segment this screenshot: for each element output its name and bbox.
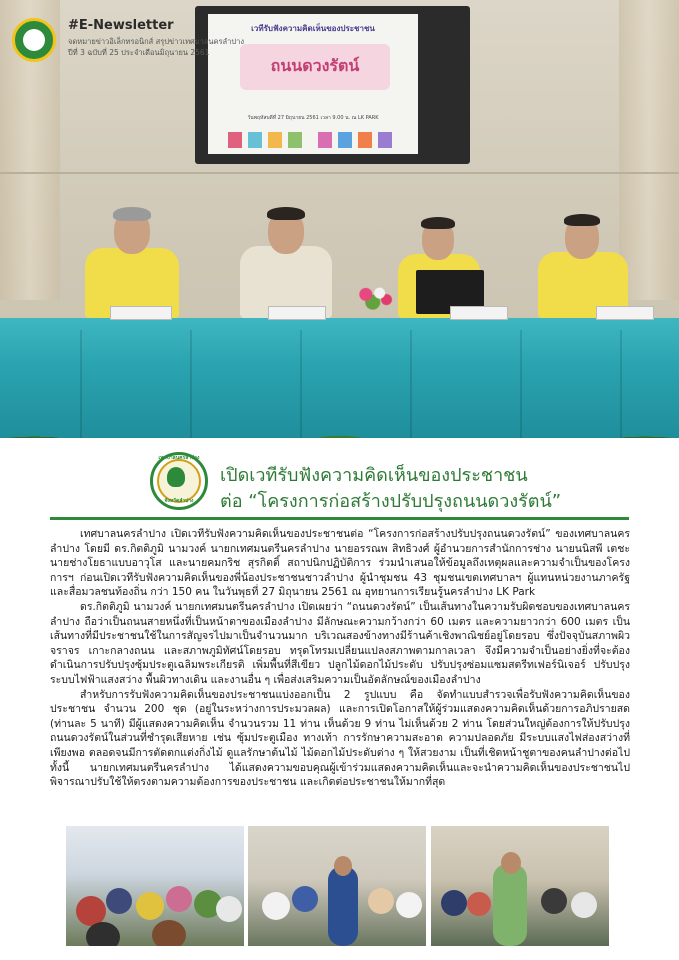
wall-line <box>0 172 679 174</box>
rooster-icon <box>23 29 45 51</box>
photo-audience <box>66 826 244 946</box>
seal-top-text: เทศบาลนครลำปาง <box>158 455 200 461</box>
article-paragraph: สำหรับการรับฟังความคิดเห็นของประชาชนแบ่งออกเป็น 2 รูปแบบ คือ จัดทำแบบสำรวจเพื่อรับฟังความคิดเห็นของประชาชน จำนวน 200 ชุด (อยู่ในระหว่างการประมวลผล) และการเปิดโอกาสให้ผู้ร่วมแสดงความคิดเห็นด้วยการอภิปรายสด (ท่านละ 5 นาที) มีผู้แสดงความคิดเห็น จำนวนรวม 11 ท่าน เห็นด้วย 9 ท่าน ไม่เห็นด้วย 2 ท่าน โดยส่วนใหญ่ต้องการให้ปรับปรุงถนนดวงรัตน์ในส่วนที่ชำรุดเสียหาย เช่น ซุ้มประตูเมือง ทางเท้า การรักษาความสะอาด ความปลอดภัย มีระบบแสงไฟส่องสว่างที่เพียงพอ ตลอดจนมีการตัดตกแต่งกิ่งไม้ ดูแลรักษาต้นไม้ ไม้ดอกไม้ประดับต่าง ๆ ให้สวยงาม เป็นที่เชิดหน้าชูตาของคนลำปางต่อไป ทั้งนี้ นายกเทศมนตรีนครลำปาง ได้แสดงความขอบคุณผู้เข้าร่วมแสดงความคิดเห็นและจะนำความคิดเห็นของประชาชนไปพิจารณาปรับใช้ให้ตรงตามความต้องการของประชาชน และเกิดต่อประชาชนให้มากที่สุด <box>50 688 630 789</box>
rooster-icon <box>167 467 185 487</box>
house-icon <box>268 132 282 148</box>
newsletter-subtitle: จดหมายข่าวอิเล็กทรอนิกส์ สรุปข่าวเทศบาลนครลำปาง <box>68 37 244 46</box>
screen-banner-text: ถนนดวงรัตน์ <box>270 56 360 75</box>
hero-photo <box>0 0 679 438</box>
nameplate <box>268 306 326 320</box>
house-icon <box>288 132 302 148</box>
article-paragraph: ดร.กิตติภูมิ นามวงค์ นายกเทศมนตรีนครลำปาง เปิดเผยว่า “ถนนดวงรัตน์” เป็นเส้นทางในความรับผิดชอบของเทศบาลนครลำปาง ถือว่าเป็นถนนสายหนึ่งที่เป็นหน้าตาของเมืองลำปาง มีลักษณะความกว้างกว่า 60 เมตร และความยาวกว่า 600 เมตร เป็นเส้นทางที่มีประชาชนใช้ในการสัญจรไปมาเป็นจำนวนมาก บริเวณสองข้างทางมีร้านค้าเชิงพาณิชย์อยู่โดยรอบ ซึ่งปัจจุบันสภาพผิวจราจร เกาะกลางถนน และสภาพภูมิทัศน์โดยรอบ ทรุดโทรมเปลี่ยนแปลงสภาพตามกาลเวลา จึงมีความจำเป็นอย่างยิ่งที่จะต้องดำเนินการปรับปรุงซุ้มประตูเฉลิมพระเกียรติ เพิ่มพื้นที่สีเขียว ปลูกไม้ดอกไม้ประดับ ปรับปรุงซ่อมแซมสตรีทเฟอร์นิเจอร์ ปรับปรุงระบบไฟฟ้าแสงสว่าง พื้นผิวทางเดิน และงานอื่น ๆ เพื่อส่งเสริมความเป็นอัตลักษณ์ของเมืองลำปาง <box>50 600 630 686</box>
screen-subtitle: วันพฤหัสบดีที่ 27 มิถุนายน 2561 เวลา 9.00 น. ณ LK PARK <box>247 115 379 121</box>
nameplate <box>110 306 172 320</box>
curtain <box>619 0 679 300</box>
article-paragraph: เทศบาลนครลำปาง เปิดเวทีรับฟังความคิดเห็นของประชาชนต่อ “โครงการก่อสร้างปรับปรุงถนนดวงรัตน์” ของเทศบาลนครลำปาง โดยมี ดร.กิตติภูมิ นามวงค์ นายกเทศมนตรีนครลำปาง นายอรรณพ สิทธิวงศ์ ผู้อำนวยการสำนักการช่าง นายนนิสพี เตชะ นายช่างโยธาแบบอาวุโส และนายคมกริช สุรกิตติ์ สถาปนิกปฏิบัติการ ร่วมนำเสนอให้ข้อมูลถึงเหตุผลและความจำเป็นของโครงการฯ ก่อนเปิดเวทีรับฟังความคิดเห็นของพี่น้องประชาชนชาวลำปาง ผู้นำชุมชน 43 ชุมชนเขตเทศบาลฯ ผู้แทนหน่วยงานภาครัฐ และสื่อมวลชนท้องถิ่น กว่า 150 คน ในวันพุธที่ 27 มิถุนายน 2561 ณ อุทยานการเรียนรู้นครลำปาง LK Park <box>50 528 630 599</box>
municipality-seal <box>150 452 208 510</box>
house-icon <box>248 132 262 148</box>
house-icon <box>338 132 352 148</box>
screen-title: เวทีรับฟังความคิดเห็นของประชาชน <box>251 24 375 33</box>
newsletter-header <box>12 14 262 60</box>
municipality-logo <box>12 18 56 62</box>
nameplate <box>450 306 508 320</box>
flower-arrangement <box>352 284 398 310</box>
house-icon <box>358 132 372 148</box>
house-icon <box>228 132 242 148</box>
seal-bottom-text: จังหวัดลำปาง <box>164 498 194 504</box>
article-body <box>50 527 630 790</box>
headline-line-2: ต่อ “โครงการก่อสร้างปรับปรุงถนนดวงรัตน์” <box>220 491 562 512</box>
headline-line-1: เปิดเวทีรับฟังความคิดเห็นของประชาชน <box>220 465 528 486</box>
heading-divider <box>50 517 629 520</box>
photo-participant-speaking <box>248 826 426 946</box>
photo-speaker-microphone <box>431 826 609 946</box>
newsletter-title: #E-Newsletter <box>68 18 174 33</box>
house-icon <box>318 132 332 148</box>
nameplate <box>596 306 654 320</box>
house-icon <box>378 132 392 148</box>
newsletter-issue: ปีที่ 3 ฉบับที่ 25 ประจำเดือนมิถุนายน 2561 <box>68 48 210 57</box>
plants <box>0 404 679 438</box>
